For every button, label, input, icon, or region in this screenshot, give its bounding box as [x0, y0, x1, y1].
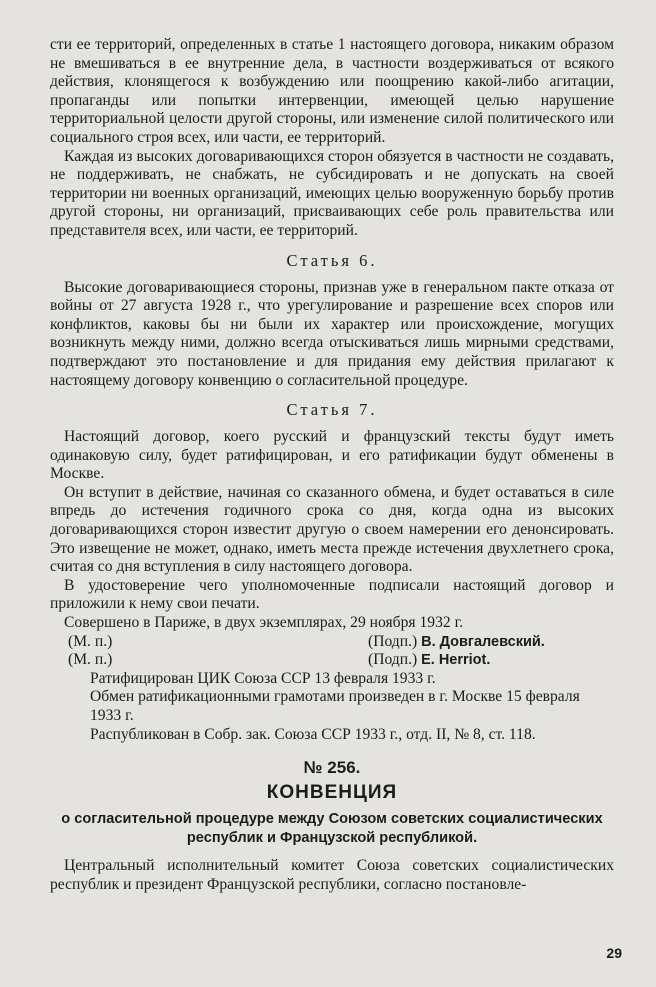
page-number: 29 [606, 945, 622, 961]
paragraph: Совершено в Париже, в двух экземплярах, 29 ноября 1932 г. [64, 614, 464, 632]
article-7-heading: Статья 7. [286, 400, 378, 420]
document-number: № 256. [303, 758, 361, 778]
signatory-name: E. Herriot. [421, 652, 491, 669]
ratification-note: Обмен ратификационными грамотами произведен в г. Москве 15 февраля 1933 г. [90, 688, 580, 724]
signature-line [50, 651, 614, 670]
signature-line [50, 633, 614, 652]
document-title: КОНВЕНЦИЯ [266, 782, 398, 804]
signatory-name: В. Довгалевский. [421, 633, 545, 650]
seal-mark: (М. п.) [68, 632, 113, 650]
ratification-note: Ратифицирован ЦИК Союза ССР 13 февраля 1933 г. [90, 669, 436, 687]
paragraph: Высокие договаривающиеся стороны, признав уже в генеральном пакте отказа от войны от 27 августа 1928 г., что урегулирование и разрешение всех споров или конфликтов, каковы бы ни были их характер или происхождение, могущих возникнуть между ними, должно всегда отыскиваться лишь мирными средствами, подтверждают это постановление и для придания ему действия прилагают к настоящему договору конвенцию о согласительной процедуре. [50, 278, 614, 389]
paragraph: сти ее территорий, определенных в статье 1 настоящего договора, никаким образом не вмешиваться в ее внутренние дела, в частности воздерживаться от всякого действия, клонящегося к возбуждению или поощрению какой-либо агитации, пропаганды или попытки интервенции, имеющей целью нарушение территориальной целости другой стороны, или изменение силой политического или социального строя всех, или части, ее территорий. [50, 36, 614, 146]
paragraph: Каждая из высоких договаривающихся сторон обязуется в частности не создавать, не поддерживать, не снабжать, не субсидировать и не допускать на своей территории ни военных организаций, имеющих целью вооруженную борьбу против другой стороны, ни организаций, присваивающих себе роль правительства или представителя всех, или части, ее территорий. [50, 147, 614, 239]
ratification-note: Распубликован в Собр. зак. Союза ССР 1933 г., отд. II, № 8, ст. 118. [90, 725, 536, 743]
document-subtitle: о согласительной процедуре между Союзом советских социалистических республик и Французской республикой. [61, 811, 603, 846]
article-6-heading: Статья 6. [286, 250, 378, 270]
paragraph: Настоящий договор, коего русский и французский тексты будут иметь одинаковую силу, будет ратифицирован, и его ратификации будут обменены в Москве. [50, 428, 614, 483]
ratification-notes [50, 670, 614, 744]
signed-label: (Подп.) [368, 632, 418, 650]
paragraph: В удостоверение чего уполномоченные подписали настоящий договор и приложили к нему свои печати. [50, 576, 614, 613]
paragraph: Центральный исполнительный комитет Союза советских социалистических республик и президент Французской республики, согласно постановле- [50, 857, 614, 893]
paragraph: Он вступит в действие, начиная со сказанного обмена, и будет оставаться в силе впредь до истечения годичного срока со дня, когда одна из высоких договаривающихся сторон известит другую о своем намерении его денонсировать. Это извещение не может, однако, иметь места прежде истечения двухлетнего срока, считая со дня вступления в силу настоящего договора. [50, 483, 614, 576]
seal-mark: (М. п.) [68, 651, 113, 669]
signed-label: (Подп.) [368, 651, 418, 669]
